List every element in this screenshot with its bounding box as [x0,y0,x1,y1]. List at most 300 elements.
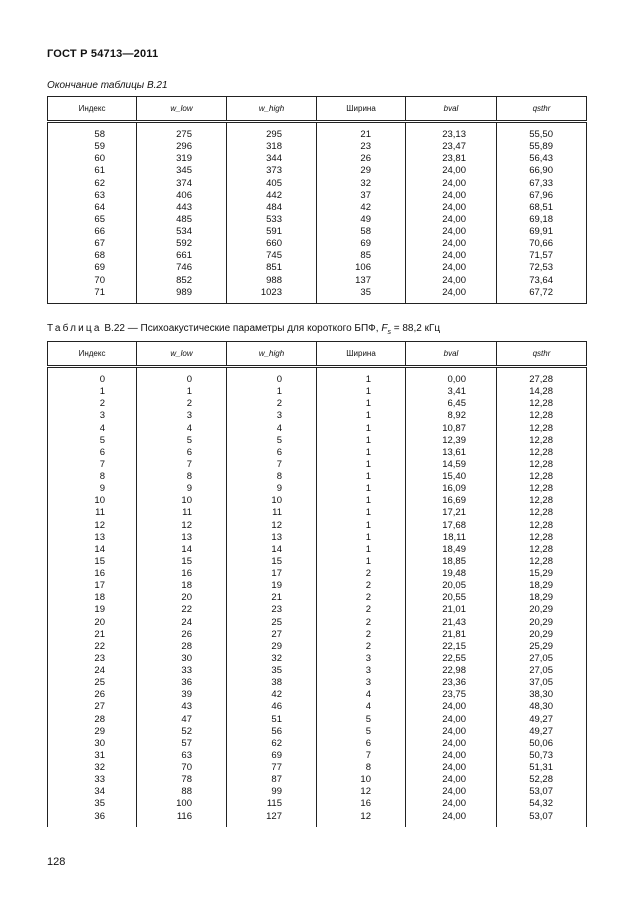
cell-bval: 24,00 [406,762,497,774]
table-row [48,165,587,177]
cell-index: 22 [48,641,137,653]
table-row [48,178,587,190]
table-row [48,483,587,495]
cell-w-high: 51 [227,714,317,726]
cell-width: 23 [317,141,406,153]
cell-w-low: 47 [137,714,227,726]
table-row [48,190,587,202]
cell-width: 2 [317,592,406,604]
cell-w-high: 660 [227,238,317,250]
page-number: 128 [47,856,66,868]
header-index: Индекс [48,342,137,367]
cell-qsthr: 12,28 [497,410,587,422]
cell-w-high: 2 [227,398,317,410]
cell-bval: 24,00 [406,202,497,214]
cell-index: 32 [48,762,137,774]
cell-w-high: 851 [227,262,317,274]
cell-qsthr: 67,72 [497,287,587,299]
header-index: Индекс [48,97,137,122]
cell-index: 13 [48,532,137,544]
table-row [48,604,587,616]
cell-w-high: 7 [227,459,317,471]
cell-w-low: 3 [137,410,227,422]
cell-width: 58 [317,226,406,238]
cell-width: 1 [317,544,406,556]
table-row [48,592,587,604]
cell-index: 23 [48,653,137,665]
cell-index: 30 [48,738,137,750]
cell-width: 12 [317,811,406,823]
cell-qsthr: 27,28 [497,374,587,386]
cell-w-high: 27 [227,629,317,641]
spacer-cell [497,367,587,375]
cell-index: 11 [48,507,137,519]
table-spacer-row [48,122,587,130]
cell-index: 66 [48,226,137,238]
cell-qsthr: 38,30 [497,689,587,701]
table2-caption-value: = 88,2 кГц [390,323,441,334]
cell-index: 4 [48,423,137,435]
cell-qsthr: 12,28 [497,459,587,471]
cell-w-high: 4 [227,423,317,435]
document-standard-header: ГОСТ Р 54713—2011 [47,48,159,60]
cell-w-high: 1 [227,386,317,398]
table-row [48,762,587,774]
cell-index: 36 [48,811,137,823]
table-row [48,556,587,568]
cell-width: 106 [317,262,406,274]
cell-qsthr: 49,27 [497,714,587,726]
cell-w-high: 10 [227,495,317,507]
cell-w-high: 87 [227,774,317,786]
cell-bval: 13,61 [406,447,497,459]
cell-width: 10 [317,774,406,786]
cell-width: 1 [317,435,406,447]
table-row [48,141,587,153]
cell-w-low: 989 [137,287,227,299]
cell-w-high: 23 [227,604,317,616]
cell-width: 1 [317,447,406,459]
cell-w-low: 57 [137,738,227,750]
cell-w-high: 19 [227,580,317,592]
cell-w-low: 485 [137,214,227,226]
cell-bval: 24,00 [406,701,497,713]
cell-index: 25 [48,677,137,689]
cell-width: 3 [317,653,406,665]
table-b21-continuation [47,96,587,304]
cell-qsthr: 56,43 [497,153,587,165]
spacer-cell [406,823,497,827]
cell-width: 26 [317,153,406,165]
cell-qsthr: 67,33 [497,178,587,190]
cell-width: 1 [317,386,406,398]
cell-index: 10 [48,495,137,507]
cell-bval: 24,00 [406,165,497,177]
spacer-cell [48,367,137,375]
table-row [48,507,587,519]
cell-bval: 23,13 [406,129,497,141]
table-row [48,129,587,141]
cell-width: 1 [317,398,406,410]
table-row [48,532,587,544]
cell-index: 0 [48,374,137,386]
cell-w-low: 24 [137,617,227,629]
cell-w-low: 275 [137,129,227,141]
table-row [48,544,587,556]
cell-qsthr: 37,05 [497,677,587,689]
cell-w-low: 78 [137,774,227,786]
cell-width: 49 [317,214,406,226]
cell-w-low: 11 [137,507,227,519]
cell-w-high: 344 [227,153,317,165]
table-row [48,386,587,398]
table-row [48,447,587,459]
cell-index: 29 [48,726,137,738]
cell-qsthr: 68,51 [497,202,587,214]
cell-bval: 16,09 [406,483,497,495]
cell-index: 71 [48,287,137,299]
cell-bval: 24,00 [406,798,497,810]
spacer-cell [406,122,497,130]
cell-w-high: 99 [227,786,317,798]
cell-qsthr: 12,28 [497,544,587,556]
cell-w-low: 345 [137,165,227,177]
cell-bval: 21,43 [406,617,497,629]
cell-width: 7 [317,750,406,762]
table-row [48,238,587,250]
cell-w-low: 319 [137,153,227,165]
table-row [48,653,587,665]
cell-w-low: 592 [137,238,227,250]
cell-width: 21 [317,129,406,141]
cell-w-high: 69 [227,750,317,762]
cell-bval: 24,00 [406,811,497,823]
cell-qsthr: 52,28 [497,774,587,786]
spacer-cell [227,299,317,304]
cell-width: 29 [317,165,406,177]
cell-w-low: 28 [137,641,227,653]
cell-qsthr: 70,66 [497,238,587,250]
cell-bval: 18,49 [406,544,497,556]
table-row [48,677,587,689]
table-row [48,701,587,713]
table-row [48,459,587,471]
cell-w-low: 22 [137,604,227,616]
cell-w-high: 77 [227,762,317,774]
cell-qsthr: 12,28 [497,520,587,532]
cell-w-low: 0 [137,374,227,386]
table-row [48,275,587,287]
header-qsthr: qsthr [497,97,587,122]
cell-index: 12 [48,520,137,532]
cell-index: 24 [48,665,137,677]
cell-w-high: 0 [227,374,317,386]
cell-index: 5 [48,435,137,447]
cell-index: 28 [48,714,137,726]
spacer-cell [137,299,227,304]
cell-w-high: 62 [227,738,317,750]
cell-index: 64 [48,202,137,214]
cell-index: 2 [48,398,137,410]
cell-qsthr: 20,29 [497,604,587,616]
cell-w-low: 4 [137,423,227,435]
cell-width: 32 [317,178,406,190]
cell-width: 5 [317,714,406,726]
cell-qsthr: 71,57 [497,250,587,262]
cell-w-high: 484 [227,202,317,214]
table-row [48,738,587,750]
cell-w-low: 374 [137,178,227,190]
table-row [48,629,587,641]
cell-qsthr: 12,28 [497,507,587,519]
cell-w-high: 21 [227,592,317,604]
cell-w-high: 56 [227,726,317,738]
cell-index: 8 [48,471,137,483]
cell-width: 4 [317,689,406,701]
cell-width: 137 [317,275,406,287]
table-header-row [48,342,587,367]
table-row [48,750,587,762]
cell-width: 1 [317,507,406,519]
cell-w-high: 42 [227,689,317,701]
cell-w-high: 5 [227,435,317,447]
cell-index: 21 [48,629,137,641]
cell-w-low: 36 [137,677,227,689]
cell-bval: 24,00 [406,726,497,738]
header-w-high: w_high [227,97,317,122]
cell-w-high: 11 [227,507,317,519]
cell-width: 3 [317,677,406,689]
cell-index: 35 [48,798,137,810]
table-row [48,153,587,165]
cell-w-high: 32 [227,653,317,665]
cell-width: 35 [317,287,406,299]
cell-w-low: 88 [137,786,227,798]
cell-bval: 23,81 [406,153,497,165]
spacer-cell [317,823,406,827]
cell-width: 2 [317,617,406,629]
table-row [48,287,587,299]
cell-qsthr: 53,07 [497,811,587,823]
cell-qsthr: 49,27 [497,726,587,738]
table-header-row [48,97,587,122]
cell-width: 2 [317,580,406,592]
cell-qsthr: 12,28 [497,435,587,447]
cell-w-high: 8 [227,471,317,483]
table-row [48,580,587,592]
table-row [48,774,587,786]
cell-w-low: 9 [137,483,227,495]
spacer-cell [137,823,227,827]
cell-width: 1 [317,459,406,471]
cell-w-high: 12 [227,520,317,532]
cell-w-high: 17 [227,568,317,580]
cell-width: 1 [317,495,406,507]
cell-qsthr: 18,29 [497,580,587,592]
cell-index: 62 [48,178,137,190]
spacer-cell [406,367,497,375]
table-row [48,410,587,422]
table-row [48,226,587,238]
header-w-low: w_low [137,342,227,367]
table-row [48,617,587,629]
cell-index: 7 [48,459,137,471]
cell-w-low: 13 [137,532,227,544]
spacer-cell [137,122,227,130]
table-spacer-row [48,823,587,827]
cell-index: 6 [48,447,137,459]
cell-w-low: 534 [137,226,227,238]
cell-index: 20 [48,617,137,629]
cell-bval: 24,00 [406,714,497,726]
table2-caption-sub: s [387,329,391,336]
cell-bval: 24,00 [406,226,497,238]
cell-bval: 24,00 [406,786,497,798]
cell-width: 1 [317,556,406,568]
cell-width: 42 [317,202,406,214]
cell-bval: 17,21 [406,507,497,519]
cell-w-high: 25 [227,617,317,629]
cell-w-low: 5 [137,435,227,447]
cell-w-low: 30 [137,653,227,665]
cell-w-low: 2 [137,398,227,410]
cell-w-low: 1 [137,386,227,398]
cell-width: 85 [317,250,406,262]
cell-w-high: 115 [227,798,317,810]
cell-w-low: 661 [137,250,227,262]
cell-bval: 24,00 [406,190,497,202]
header-width: Ширина [317,97,406,122]
cell-w-low: 746 [137,262,227,274]
table-row [48,374,587,386]
cell-w-low: 39 [137,689,227,701]
spacer-cell [227,367,317,375]
spacer-cell [227,823,317,827]
header-qsthr: qsthr [497,342,587,367]
cell-w-high: 35 [227,665,317,677]
cell-w-high: 295 [227,129,317,141]
cell-bval: 21,81 [406,629,497,641]
cell-bval: 24,00 [406,750,497,762]
cell-qsthr: 69,18 [497,214,587,226]
cell-qsthr: 55,89 [497,141,587,153]
cell-width: 1 [317,423,406,435]
table-row [48,520,587,532]
cell-qsthr: 12,28 [497,398,587,410]
cell-width: 37 [317,190,406,202]
cell-width: 2 [317,604,406,616]
cell-bval: 24,00 [406,214,497,226]
spacer-cell [48,122,137,130]
table-row [48,214,587,226]
cell-index: 63 [48,190,137,202]
cell-w-low: 296 [137,141,227,153]
cell-width: 1 [317,410,406,422]
cell-w-high: 15 [227,556,317,568]
header-w-high: w_high [227,342,317,367]
cell-w-high: 442 [227,190,317,202]
cell-bval: 23,36 [406,677,497,689]
cell-qsthr: 15,29 [497,568,587,580]
cell-w-high: 13 [227,532,317,544]
cell-width: 12 [317,786,406,798]
spacer-cell [317,299,406,304]
spacer-cell [497,299,587,304]
spacer-cell [227,122,317,130]
cell-index: 15 [48,556,137,568]
cell-bval: 14,59 [406,459,497,471]
cell-width: 2 [317,641,406,653]
cell-w-low: 16 [137,568,227,580]
cell-index: 14 [48,544,137,556]
cell-index: 60 [48,153,137,165]
cell-w-low: 100 [137,798,227,810]
cell-qsthr: 25,29 [497,641,587,653]
table1-caption: Окончание таблицы В.21 [47,80,168,91]
cell-index: 33 [48,774,137,786]
cell-index: 1 [48,386,137,398]
cell-bval: 10,87 [406,423,497,435]
table2-caption-label: Таблица [47,323,102,334]
cell-index: 58 [48,129,137,141]
cell-bval: 20,05 [406,580,497,592]
cell-index: 59 [48,141,137,153]
cell-width: 16 [317,798,406,810]
cell-w-high: 1023 [227,287,317,299]
cell-w-low: 52 [137,726,227,738]
cell-bval: 18,11 [406,532,497,544]
cell-w-low: 12 [137,520,227,532]
cell-w-low: 8 [137,471,227,483]
cell-qsthr: 66,90 [497,165,587,177]
cell-qsthr: 20,29 [497,629,587,641]
cell-bval: 24,00 [406,238,497,250]
cell-w-low: 63 [137,750,227,762]
table-row [48,568,587,580]
cell-bval: 23,47 [406,141,497,153]
cell-bval: 24,00 [406,250,497,262]
cell-w-high: 6 [227,447,317,459]
cell-w-high: 988 [227,275,317,287]
cell-qsthr: 50,73 [497,750,587,762]
table-row [48,250,587,262]
cell-w-high: 3 [227,410,317,422]
cell-bval: 8,92 [406,410,497,422]
cell-qsthr: 72,53 [497,262,587,274]
cell-bval: 0,00 [406,374,497,386]
table-row [48,471,587,483]
cell-index: 3 [48,410,137,422]
cell-qsthr: 12,28 [497,471,587,483]
cell-width: 1 [317,520,406,532]
cell-w-low: 116 [137,811,227,823]
spacer-cell [48,299,137,304]
cell-bval: 15,40 [406,471,497,483]
cell-w-high: 29 [227,641,317,653]
cell-width: 8 [317,762,406,774]
cell-bval: 22,15 [406,641,497,653]
cell-qsthr: 55,50 [497,129,587,141]
cell-qsthr: 51,31 [497,762,587,774]
cell-bval: 24,00 [406,262,497,274]
cell-width: 4 [317,701,406,713]
cell-qsthr: 54,32 [497,798,587,810]
table-row [48,665,587,677]
cell-qsthr: 27,05 [497,665,587,677]
cell-bval: 24,00 [406,738,497,750]
cell-w-low: 43 [137,701,227,713]
table-row [48,202,587,214]
